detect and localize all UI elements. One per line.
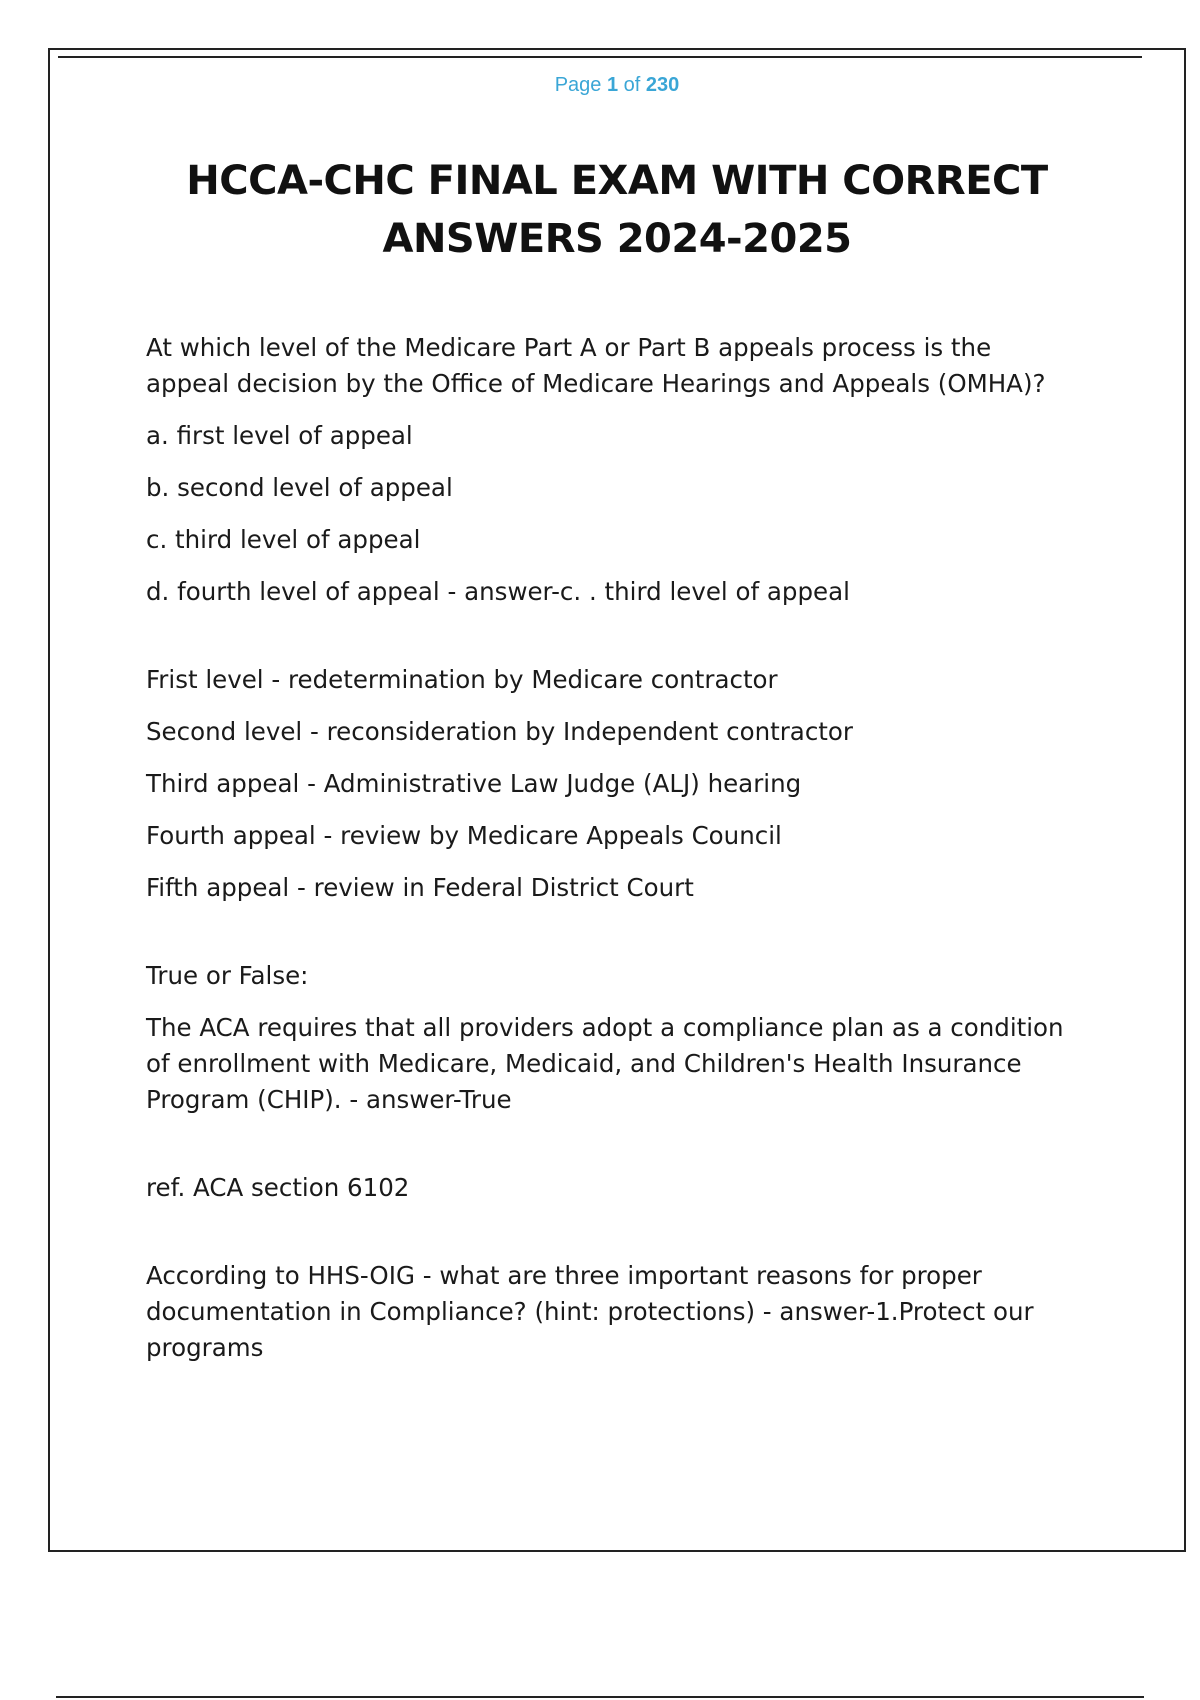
spacer	[146, 626, 1146, 662]
question-2-statement	[146, 1010, 1146, 1118]
question-1-prompt-line-2: appeal decision by the Office of Medicare Hearings and Appeals (OMHA)?	[146, 369, 1046, 398]
question-2-label: True or False:	[146, 961, 309, 990]
page-indicator	[50, 74, 1184, 97]
question-2-line-2: of enrollment with Medicare, Medicaid, and Children's Health Insurance	[146, 1049, 1022, 1078]
question-1-option-a: a. first level of appeal	[146, 421, 413, 450]
question-1-prompt-line-1: At which level of the Medicare Part A or Part B appeals process is the	[146, 333, 992, 362]
question-2-line-3: Program (CHIP). - answer-True	[146, 1085, 512, 1114]
question-3-prompt	[146, 1258, 1146, 1366]
question-1-option-d: d. fourth level of appeal - answer-c. . third level of appeal	[146, 577, 850, 606]
page-total: 230	[645, 74, 680, 96]
spacer	[146, 1134, 1146, 1170]
question-2-reference: ref. ACA section 6102	[146, 1173, 410, 1202]
question-1-prompt	[146, 330, 1146, 402]
bottom-rule	[56, 1696, 1144, 1698]
appeal-level-2: Second level - reconsideration by Independent contractor	[146, 717, 853, 746]
page-frame	[48, 48, 1186, 1552]
appeal-level-1: Frist level - redetermination by Medicare contractor	[146, 665, 778, 694]
top-rule	[58, 56, 1142, 58]
title-line-2: ANSWERS 2024-2025	[382, 216, 852, 262]
question-1-option-b: b. second level of appeal	[146, 473, 453, 502]
page-current: 1	[606, 74, 619, 96]
question-2-line-1: The ACA requires that all providers adopt a compliance plan as a condition	[146, 1013, 1064, 1042]
document-body	[146, 330, 1146, 1382]
question-3-line-3: programs	[146, 1333, 264, 1362]
question-1-option-c: c. third level of appeal	[146, 525, 421, 554]
question-3-line-1: According to HHS-OIG - what are three important reasons for proper	[146, 1261, 982, 1290]
page-of: of	[623, 74, 641, 96]
document-title	[50, 152, 1184, 268]
appeal-level-5: Fifth appeal - review in Federal District Court	[146, 873, 694, 902]
spacer	[146, 922, 1146, 958]
spacer	[146, 1222, 1146, 1258]
appeal-level-4: Fourth appeal - review by Medicare Appeals Council	[146, 821, 782, 850]
title-line-1: HCCA-CHC FINAL EXAM WITH CORRECT	[186, 158, 1048, 204]
question-3-line-2: documentation in Compliance? (hint: protections) - answer-1.Protect our	[146, 1297, 1034, 1326]
appeal-level-3: Third appeal - Administrative Law Judge (ALJ) hearing	[146, 769, 802, 798]
page-word: Page	[554, 74, 602, 96]
